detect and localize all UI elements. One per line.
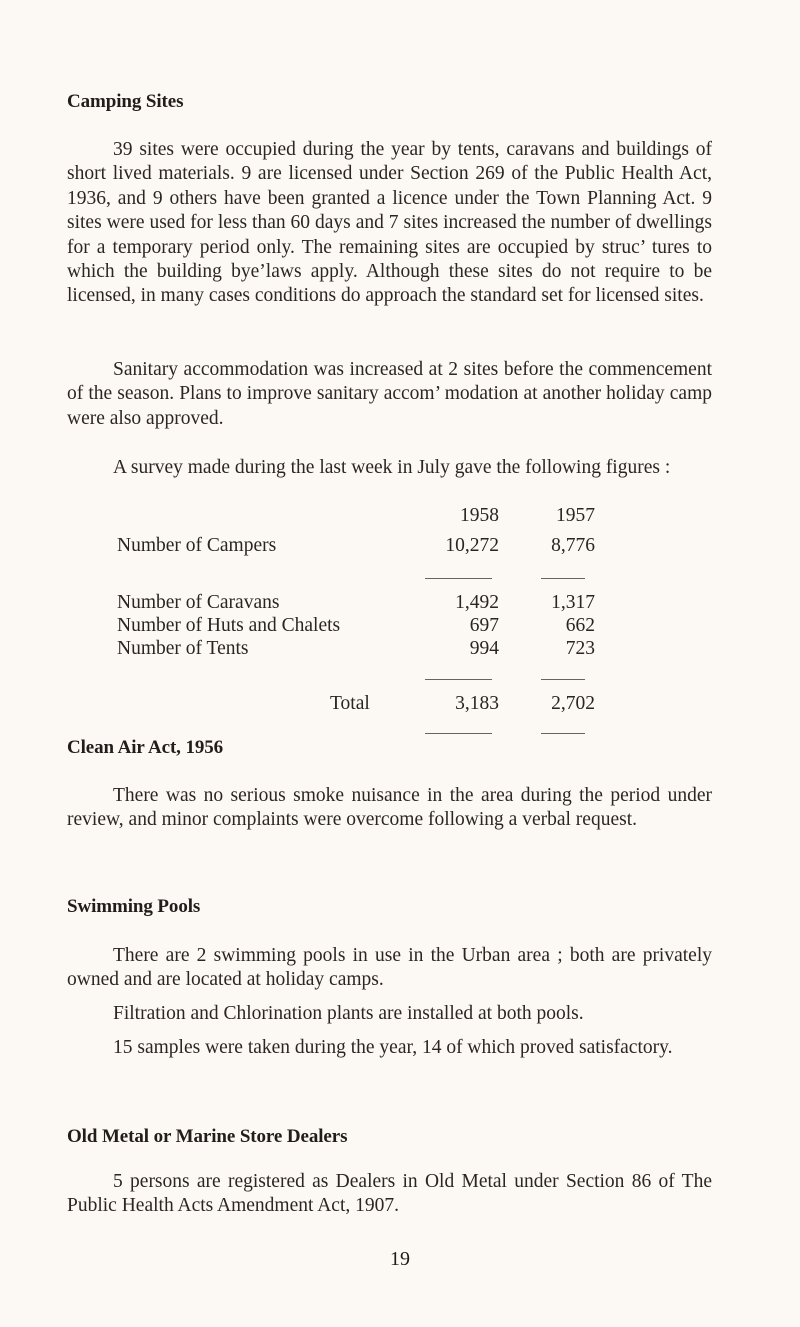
total-1957: 2,702	[551, 693, 595, 714]
total-1958: 3,183	[455, 693, 499, 714]
value-1957: 723	[565, 638, 595, 659]
value-1957: 8,776	[551, 535, 595, 556]
column-header-1957: 1957	[556, 505, 595, 526]
divider-rule	[425, 578, 492, 579]
value-1957: 1,317	[551, 592, 595, 613]
column-header-1958: 1958	[460, 505, 499, 526]
paragraph-camping-sites-overview: 39 sites were occupied during the year by tents, caravans and buildings of short lived materials. 9 are licensed under Section 269 of the Public Health Act, 1936, and 9 others have been granted a licence under the Town Planning Act. 9 sites were used for less than 60 days and 7 sites increased the number of dwellings for a temporary period only. The remaining sites are occupied by struc’ tures to which the building bye’laws apply. Although these sites do not require to be licensed, in many cases conditions do approach the standard set for licensed sites.	[67, 139, 712, 307]
page-number: 19	[390, 1248, 410, 1270]
value-1958: 10,272	[445, 535, 499, 556]
row-label: Number of Campers	[117, 535, 277, 556]
row-label: Number of Caravans	[117, 592, 280, 613]
survey-table-header	[67, 504, 712, 528]
divider-rule	[541, 578, 585, 579]
section-heading-camping-sites: Camping Sites	[67, 91, 184, 112]
row-label: Number of Huts and Chalets	[117, 615, 341, 636]
divider-rule	[541, 679, 585, 680]
value-1958: 697	[469, 615, 499, 636]
paragraph-filtration: Filtration and Chlorination plants are installed at both pools.	[113, 1003, 584, 1024]
section-heading-swimming-pools: Swimming Pools	[67, 896, 201, 917]
divider-rule	[425, 733, 492, 734]
paragraph-sanitary-accommodation: Sanitary accommodation was increased at 2 sites before the commencement of the season. Plans to improve sanitary accom’ modation at another holiday camp were also approved.	[67, 359, 712, 429]
section-heading-old-metal-dealers: Old Metal or Marine Store Dealers	[67, 1126, 348, 1147]
paragraph-old-metal-dealers: 5 persons are registered as Dealers in Old Metal under Section 86 of The Public Health Acts Amendment Act, 1907.	[67, 1171, 712, 1217]
paragraph-swimming-pools-use: There are 2 swimming pools in use in the Urban area ; both are privately owned and are located at holiday camps.	[67, 945, 712, 991]
paragraph-smoke-nuisance: There was no serious smoke nuisance in the area during the period under review, and minor complaints were overcome following a verbal request.	[67, 785, 712, 831]
divider-rule	[425, 679, 492, 680]
section-heading-clean-air-act: Clean Air Act, 1956	[67, 737, 224, 758]
table-row-campers	[67, 534, 712, 558]
table-row-huts-and-chalets	[67, 614, 712, 638]
value-1958: 1,492	[455, 592, 499, 613]
value-1957: 662	[565, 615, 595, 636]
table-row-tents	[67, 637, 712, 661]
table-row-caravans	[67, 591, 712, 615]
value-1958: 994	[469, 638, 499, 659]
table-row-total	[67, 692, 712, 716]
row-label: Number of Tents	[117, 638, 249, 659]
paragraph-samples: 15 samples were taken during the year, 14 of which proved satisfactory.	[113, 1037, 673, 1058]
total-label: Total	[330, 693, 370, 714]
divider-rule	[541, 733, 585, 734]
paragraph-survey-intro: A survey made during the last week in July gave the following figures :	[113, 457, 671, 478]
